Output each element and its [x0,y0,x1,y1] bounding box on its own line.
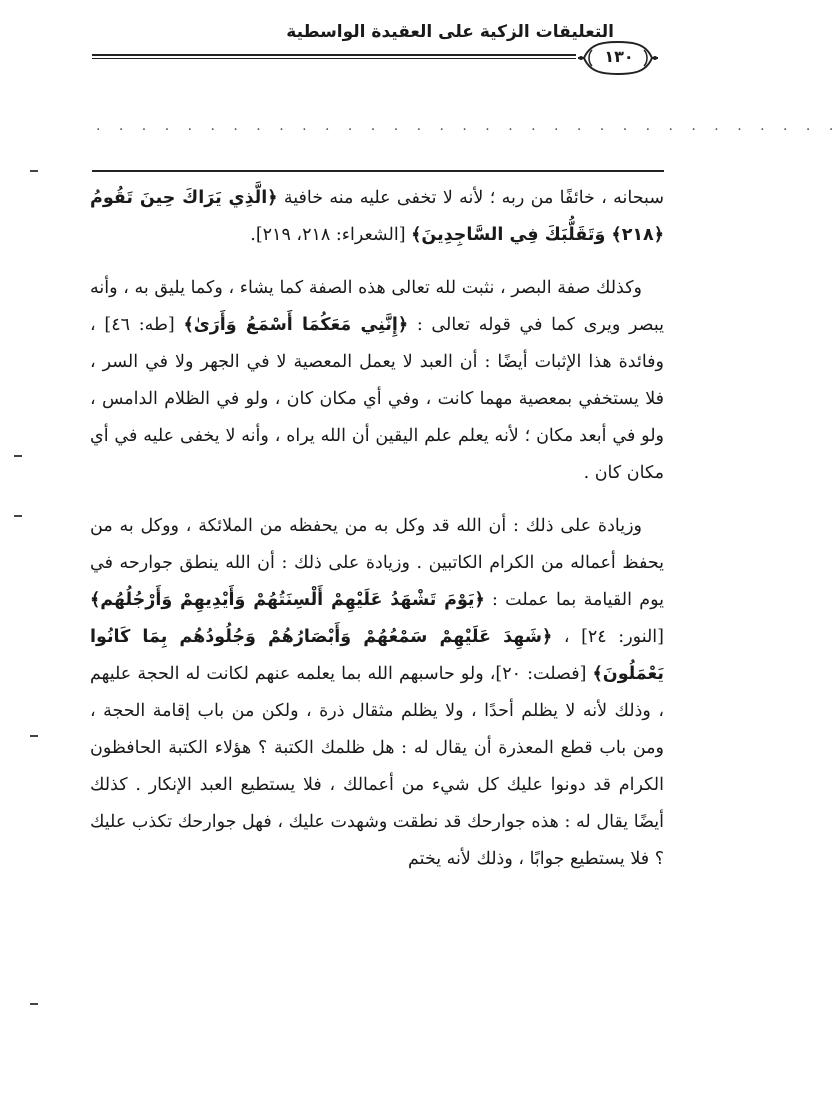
scan-edge-mark [14,455,22,457]
scan-edge-mark [30,1003,38,1005]
text-segment: [طه: ٤٦] ، وفائدة هذا الإثبات أيضًا : أن العبد لا يعمل المعصية لا في الجهر ولا في السر ، فلا يستخفي بمعصية مهما كانت ، وفي أي مكان كان ، ولو في الظلام الدامس ، ولو في أبعد مكان ؛ لأنه يعلم علم اليقين أن الله يراه ، وأنه لا يخفى عليه في أي مكان كان . [90,315,664,483]
quran-verse: ﴿شَهِدَ عَلَيْهِمْ سَمْعُهُمْ وَأَبْصَارُهُمْ وَجُلُودُهُم بِمَا كَانُوا يَعْمَلُونَ﴾ [90,627,664,684]
paragraph-3 [90,508,664,878]
quran-verse: ﴿الَّذِي يَرَاكَ حِينَ تَقُومُ ﴿٢١٨﴾ وَتَقَلُّبَكَ فِي السَّاجِدِينَ﴾ [90,188,664,245]
text-segment: [الشعراء: ٢١٨، ٢١٩]. [250,225,412,245]
quran-verse: ﴿يَوْمَ تَشْهَدُ عَلَيْهِمْ أَلْسِنَتُهُمْ وَأَيْدِيهِمْ وَأَرْجُلُهُم﴾ [90,590,485,610]
scan-edge-mark [30,735,38,737]
body-text [90,180,664,878]
header-rule-top [92,54,576,56]
scan-edge-mark [14,515,22,517]
running-title: التعليقات الزكية على العقيدة الواسطية [286,22,614,42]
scan-edge-mark [30,170,38,172]
text-segment: [النور: ٢٤] ، [552,627,664,647]
text-segment: [فصلت: ٢٠]، ولو حاسبهم الله بما يعلمه عنهم لكانت له الحجة عليهم ، وذلك لأنه لا يظلم أحدًا ، ولا يظلم مثقال ذرة ، ولكن من باب إقامة الحجة ، ومن باب قطع المعذرة أن يقال له : هل ظلمك الكتبة ؟ هؤلاء الكتبة الحافظون الكرام قد دونوا عليك كل شيء من أعمالك ، فلا يستطيع العبد الإنكار . كذلك أيضًا يقال له : هذه جوارحك قد نطقت وشهدت عليك ، فهل جوارحك تكذب عليك ؟ فلا يستطيع جوابًا ، وذلك لأنه يختم [90,664,664,869]
page-number: ١٣٠ [604,47,634,66]
footnote-dotted-line: . . . . . . . . . . . . . . . . . . . . . . . . . . . . . . . . . [96,118,840,134]
paragraph-1 [90,180,664,254]
text-segment: وزيادة على ذلك : أن الله قد وكل به من يحفظه من الملائكة ، ووكل به من يحفظ أعماله من الكرام الكاتبين . وزيادة على ذلك : أن الله ينطق جوارحه في يوم القيامة بما عملت : [90,516,664,610]
header-rule-bottom [92,58,576,59]
text-segment: سبحانه ، خائفًا من ربه ؛ لأنه لا تخفى عليه منه خافية [277,188,665,208]
paragraph-2 [90,270,664,492]
body-separator-rule [92,170,664,172]
text-segment: وكذلك صفة البصر ، نثبت لله تعالى هذه الصفة كما يشاء ، وكما يليق به ، وأنه يبصر ويرى كما في قوله تعالى : [90,278,664,335]
quran-verse: ﴿إِنَّنِي مَعَكُمَا أَسْمَعُ وَأَرَىٰ﴾ [183,315,409,335]
